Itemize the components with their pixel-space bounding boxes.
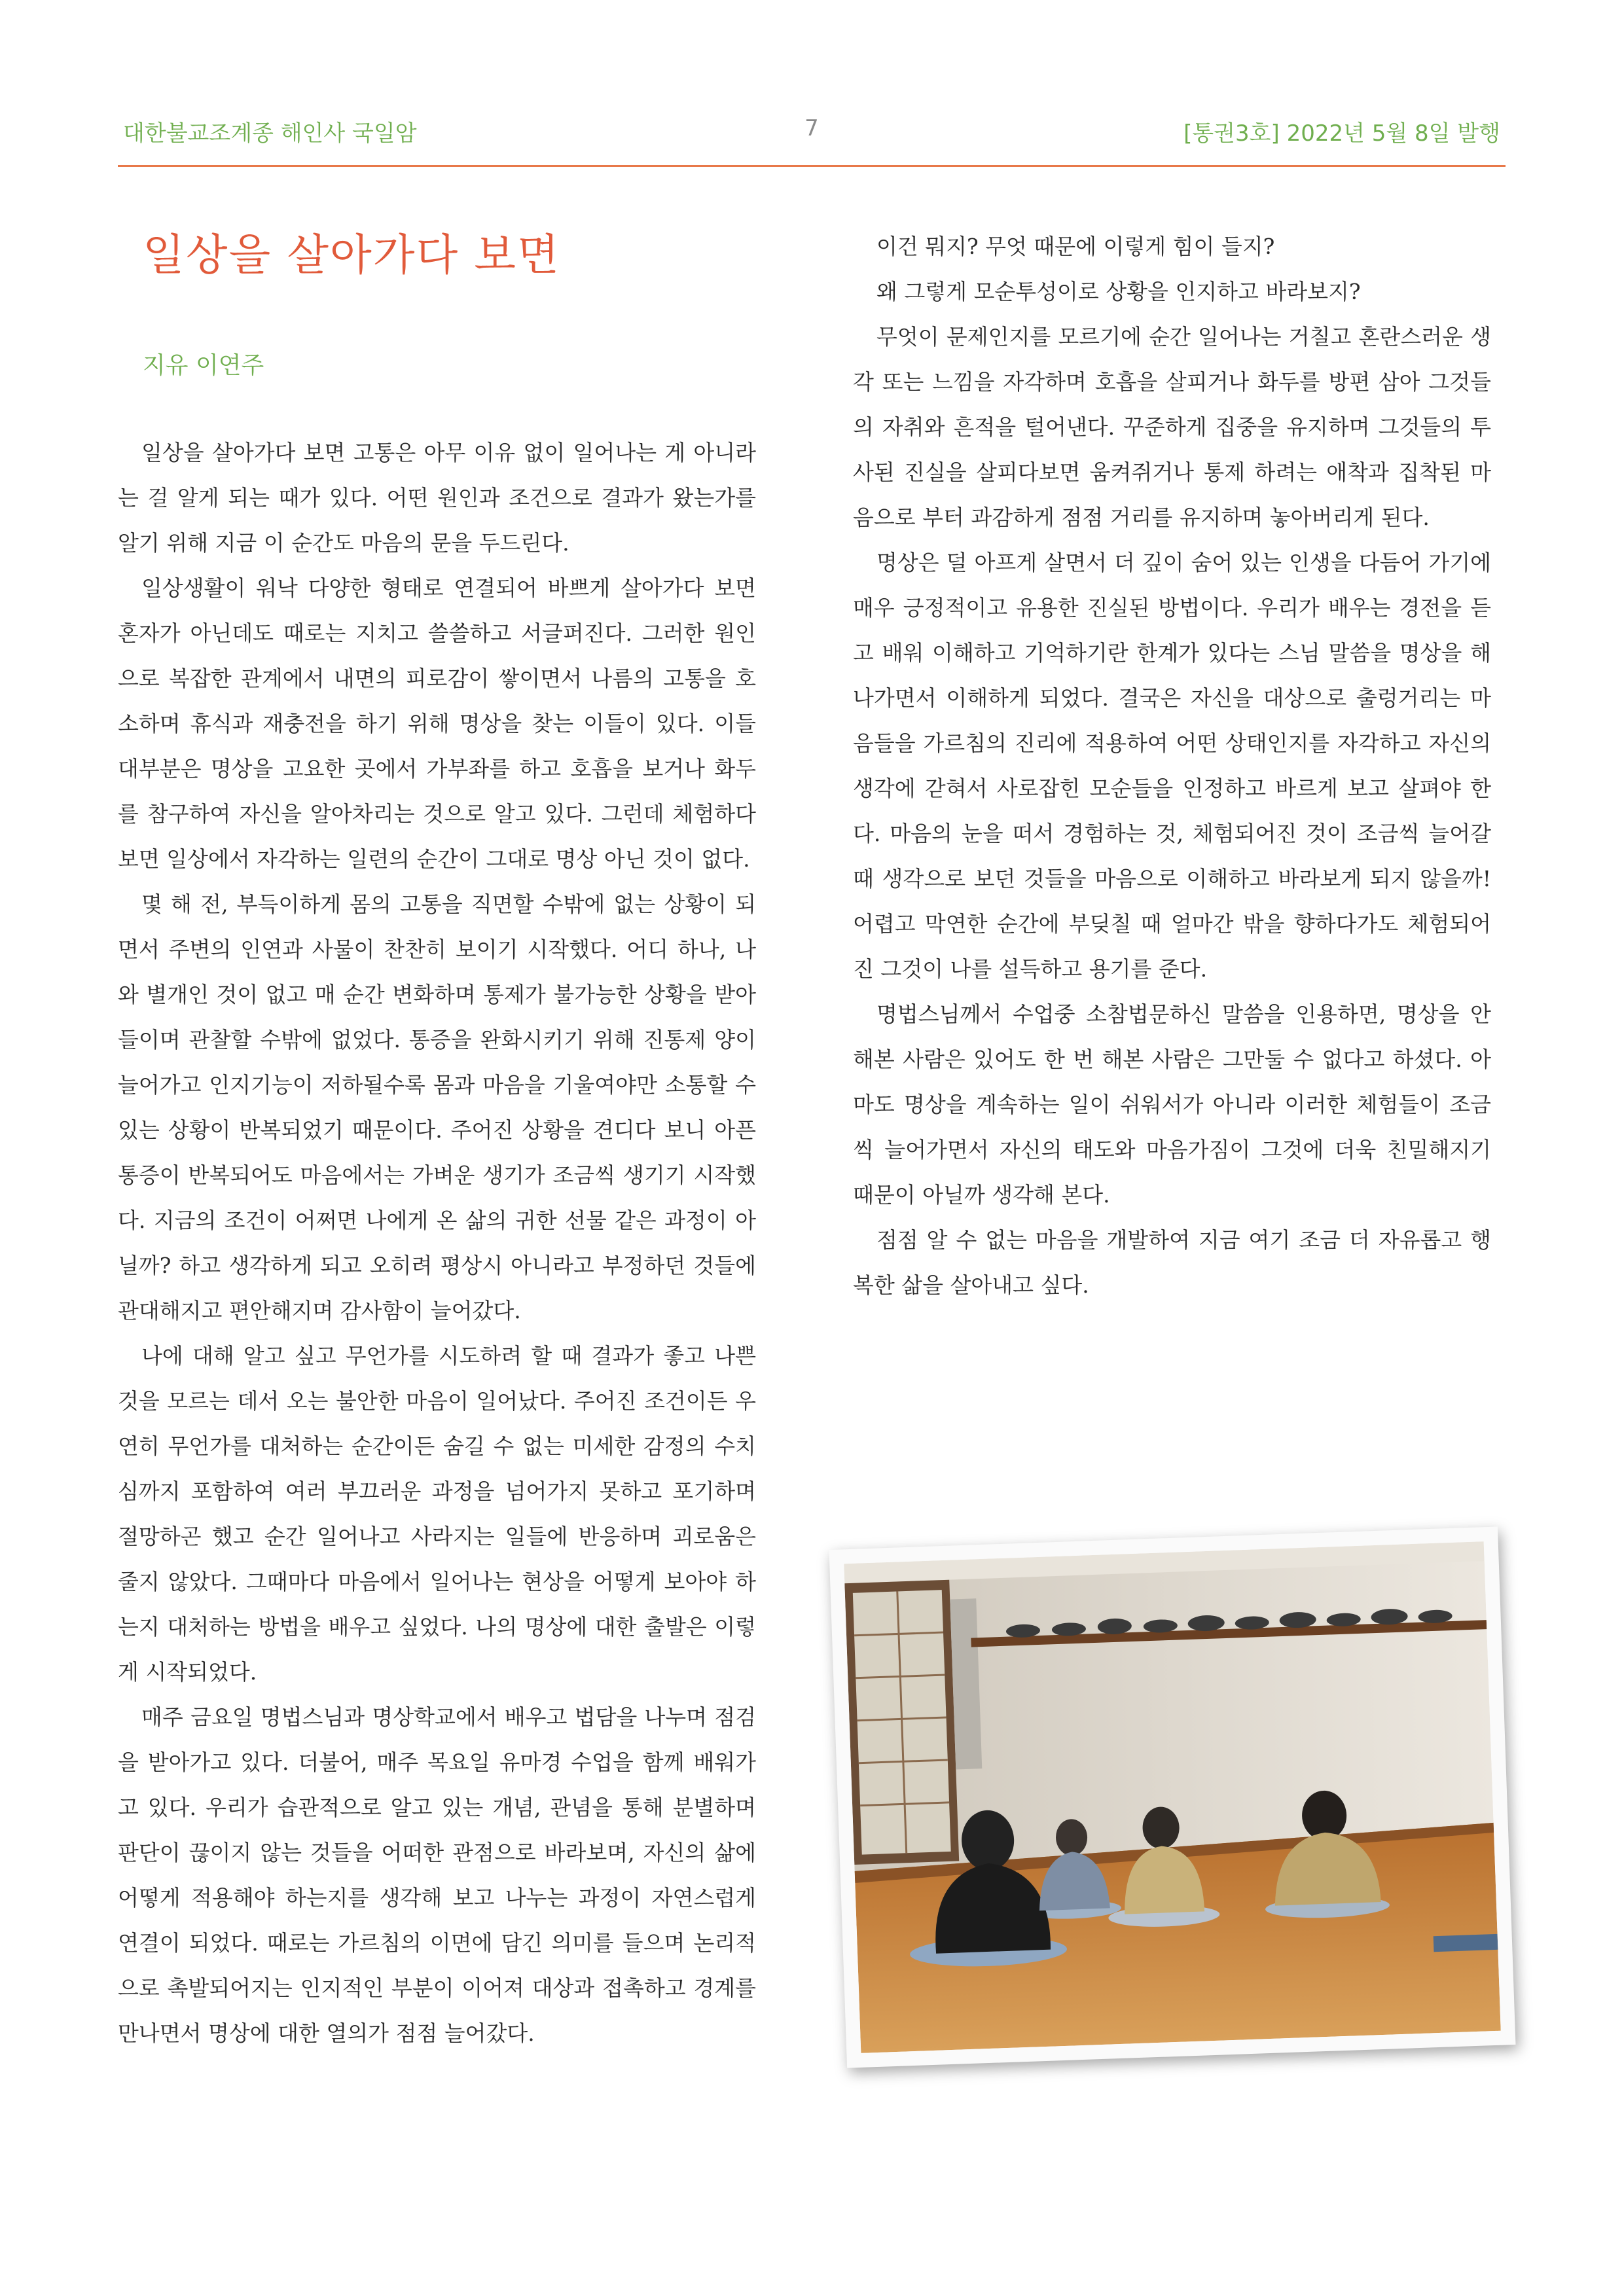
paragraph: 점점 알 수 없는 마음을 개발하여 지금 여기 조금 더 자유롭고 행복한 삶을 살아내고 싶다. [853,1227,1491,1298]
publisher-name: 대한불교조계종 해인사 국일암 [123,120,417,147]
article-title: 일상을 살아가다 보면 [143,230,560,280]
article-author: 지유 이연주 [143,352,264,379]
page-header [118,110,1506,156]
meditation-room-photo [829,1526,1515,2068]
article-column-left [118,430,756,2056]
article-column-right [853,224,1491,1308]
paragraph: 이건 뭐지? 무엇 때문에 이렇게 힘이 들지? [876,234,1275,259]
paragraph: 왜 그렇게 모순투성이로 상황을 인지하고 바라보지? [876,279,1361,304]
paragraph: 명상은 덜 아프게 살면서 더 깊이 숨어 있는 인생을 다듬어 가기에 매우 긍정적이고 유용한 진실된 방법이다. 우리가 배우는 경전을 듣고 배워 이해하고 기억하기란 한계가 있다는 스님 말씀을 명상을 해나가면서 이해하게 되었다. 결국은 자신을 대상으로 출렁거리는 마음들을 가르침의 진리에 적용하여 어떤 상태인지를 자각하고 자신의 생각에 갇혀서 사로잡힌 모순들을 인정하고 바르게 보고 살펴야 한다. 마음의 눈을 떠서 경험하는 것, 체험되어진 것이 조금씩 늘어갈 때 생각으로 보던 것들을 마음으로 이해하고 바라보게 되지 않을까! 어렵고 막연한 순간에 부딪칠 때 얼마간 밖을 향하다가도 체험되어진 그것이 나를 설득하고 용기를 준다. [853,550,1491,982]
paragraph: 일상을 살아가다 보면 고통은 아무 이유 없이 일어나는 게 아니라는 걸 알게 되는 때가 있다. 어떤 원인과 조건으로 결과가 왔는가를 알기 위해 지금 이 순간도 마음의 문을 두드린다. [118,440,756,556]
page-number: 7 [804,115,819,141]
paragraph: 무엇이 문제인지를 모르기에 순간 일어나는 거칠고 혼란스러운 생각 또는 느낌을 자각하며 호흡을 살피거나 화두를 방편 삼아 그것들의 자취와 흔적을 털어낸다. 꾸준하게 집중을 유지하며 그것들의 투사된 진실을 살피다보면 움켜쥐거나 통제 하려는 애착과 집착된 마음으로 부터 과감하게 점점 거리를 유지하며 놓아버리게 된다. [853,324,1491,530]
paragraph: 일상생활이 워낙 다양한 형태로 연결되어 바쁘게 살아가다 보면 혼자가 아닌데도 때로는 지치고 쓸쓸하고 서글퍼진다. 그러한 원인으로 복잡한 관계에서 내면의 피로감이 쌓이면서 나름의 고통을 호소하며 휴식과 재충전을 하기 위해 명상을 찾는 이들이 있다. 이들 대부분은 명상을 고요한 곳에서 가부좌를 하고 호흡을 보거나 화두를 참구하여 자신을 알아차리는 것으로 알고 있다. 그런데 체험하다보면 일상에서 자각하는 일련의 순간이 그대로 명상 아닌 것이 없다. [118,575,756,872]
header-divider [118,165,1506,167]
paragraph: 몇 해 전, 부득이하게 몸의 고통을 직면할 수밖에 없는 상황이 되면서 주변의 인연과 사물이 찬찬히 보이기 시작했다. 어디 하나, 나와 별개인 것이 없고 매 순간 변화하며 통제가 불가능한 상황을 받아들이며 관찰할 수밖에 없었다. 통증을 완화시키기 위해 진통제 양이 늘어가고 인지기능이 저하될수록 몸과 마음을 기울여야만 소통할 수 있는 상황이 반복되었기 때문이다. 주어진 상황을 견디다 보니 아픈 통증이 반복되어도 마음에서는 가벼운 생기가 조금씩 생기기 시작했다. 지금의 조건이 어쩌면 나에게 온 삶의 귀한 선물 같은 과정이 아닐까? 하고 생각하게 되고 오히려 평상시 아니라고 부정하던 것들에 관대해지고 편안해지며 감사함이 늘어갔다. [118,891,756,1323]
paragraph: 명법스님께서 수업중 소참법문하신 말씀을 인용하면, 명상을 안 해본 사람은 있어도 한 번 해본 사람은 그만둘 수 없다고 하셨다. 아마도 명상을 계속하는 일이 쉬워서가 아니라 이러한 체험들이 조금씩 늘어가면서 자신의 태도와 마음가짐이 그것에 더욱 친밀해지기 때문이 아닐까 생각해 본다. [853,1001,1491,1208]
paragraph: 매주 금요일 명법스님과 명상학교에서 배우고 법담을 나누며 점검을 받아가고 있다. 더불어, 매주 목요일 유마경 수업을 함께 배워가고 있다. 우리가 습관적으로 알고 있는 개념, 관념을 통해 분별하며 판단이 끊이지 않는 것들을 어떠한 관점으로 바라보며, 자신의 삶에 어떻게 적용해야 하는지를 생각해 보고 나누는 과정이 자연스럽게 연결이 되었다. 때로는 가르침의 이면에 담긴 의미를 들으며 논리적으로 촉발되어지는 인지적인 부분이 이어져 대상과 접촉하고 경계를 만나면서 명상에 대한 열의가 점점 늘어갔다. [118,1704,756,2046]
issue-info: [통권3호] 2022년 5월 8일 발행 [1183,120,1500,147]
meditation-scene-image [844,1541,1501,2053]
paragraph: 나에 대해 알고 싶고 무언가를 시도하려 할 때 결과가 좋고 나쁜 것을 모르는 데서 오는 불안한 마음이 일어났다. 주어진 조건이든 우연히 무언가를 대처하는 순간이든 숨길 수 없는 미세한 감정의 수치심까지 포함하여 여러 부끄러운 과정을 넘어가지 못하고 포기하며 절망하곤 했고 순간 일어나고 사라지는 일들에 반응하며 괴로움은 줄지 않았다. 그때마다 마음에서 일어나는 현상을 어떻게 보아야 하는지 대처하는 방법을 배우고 싶었다. 나의 명상에 대한 출발은 이렇게 시작되었다. [118,1343,756,1685]
